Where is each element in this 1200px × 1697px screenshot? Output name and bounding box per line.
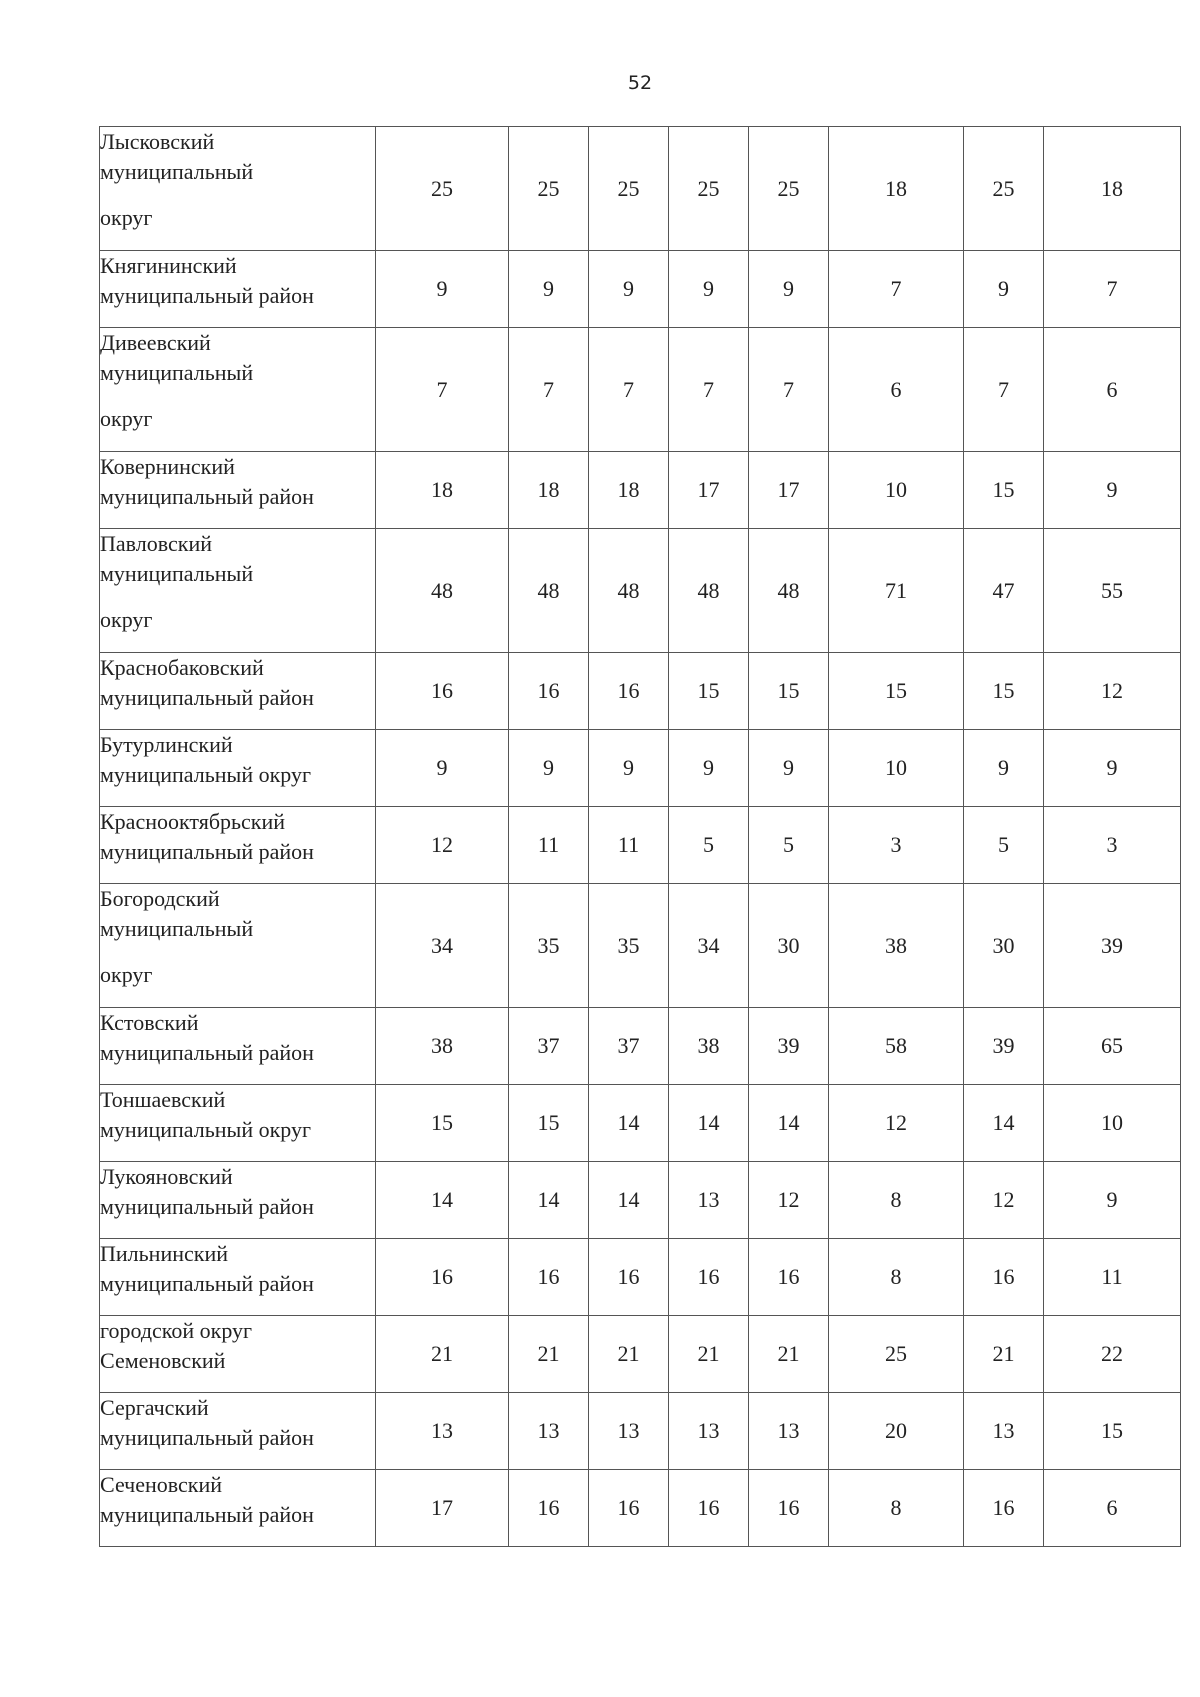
value-cell: 7 <box>964 328 1044 452</box>
value-cell: 39 <box>964 1008 1044 1085</box>
value-cell: 9 <box>509 251 589 328</box>
value-cell: 21 <box>749 1316 829 1393</box>
table-row <box>100 1162 1181 1239</box>
value-cell: 7 <box>749 328 829 452</box>
value-cell: 5 <box>749 807 829 884</box>
table-row <box>100 807 1181 884</box>
value-cell: 13 <box>749 1393 829 1470</box>
table-row <box>100 328 1181 452</box>
value-cell: 16 <box>589 1470 669 1547</box>
value-cell: 9 <box>749 730 829 807</box>
value-cell: 9 <box>964 730 1044 807</box>
line-spacer <box>100 187 375 203</box>
value-cell: 15 <box>669 653 749 730</box>
value-cell: 13 <box>589 1393 669 1470</box>
table-row <box>100 251 1181 328</box>
value-cell: 48 <box>749 529 829 653</box>
value-cell: 11 <box>509 807 589 884</box>
value-cell: 35 <box>509 884 589 1008</box>
table-body <box>100 127 1181 1547</box>
value-cell: 18 <box>376 452 509 529</box>
district-name-line: муниципальный район <box>100 1271 314 1296</box>
district-name-line: муниципальный район <box>100 1502 314 1527</box>
value-cell: 25 <box>964 127 1044 251</box>
value-cell: 18 <box>1044 127 1181 251</box>
value-cell: 9 <box>749 251 829 328</box>
value-cell: 16 <box>589 1239 669 1316</box>
district-name-line: округ <box>100 406 153 431</box>
value-cell: 21 <box>964 1316 1044 1393</box>
value-cell: 16 <box>376 653 509 730</box>
value-cell: 9 <box>669 730 749 807</box>
value-cell: 9 <box>509 730 589 807</box>
value-cell: 9 <box>1044 730 1181 807</box>
value-cell: 25 <box>509 127 589 251</box>
value-cell: 11 <box>1044 1239 1181 1316</box>
district-name-line: муниципальный район <box>100 685 314 710</box>
district-name-line: Пильнинский <box>100 1241 228 1266</box>
value-cell: 16 <box>376 1239 509 1316</box>
district-name-cell <box>100 452 376 529</box>
district-name-line: Тоншаевский <box>100 1087 226 1112</box>
value-cell: 10 <box>1044 1085 1181 1162</box>
district-name-line: муниципальный район <box>100 839 314 864</box>
value-cell: 17 <box>749 452 829 529</box>
value-cell: 11 <box>589 807 669 884</box>
value-cell: 16 <box>749 1239 829 1316</box>
value-cell: 15 <box>749 653 829 730</box>
district-name-line: Сеченовский <box>100 1472 223 1497</box>
value-cell: 22 <box>1044 1316 1181 1393</box>
value-cell: 38 <box>376 1008 509 1085</box>
district-name-line: муниципальный <box>100 916 254 941</box>
district-name-line: Сергачский <box>100 1395 209 1420</box>
value-cell: 13 <box>376 1393 509 1470</box>
value-cell: 21 <box>669 1316 749 1393</box>
line-spacer <box>100 388 375 404</box>
value-cell: 8 <box>829 1470 964 1547</box>
district-name-cell <box>100 1162 376 1239</box>
value-cell: 39 <box>1044 884 1181 1008</box>
district-name-line: Кстовский <box>100 1010 199 1035</box>
value-cell: 55 <box>1044 529 1181 653</box>
value-cell: 15 <box>1044 1393 1181 1470</box>
value-cell: 21 <box>589 1316 669 1393</box>
value-cell: 25 <box>669 127 749 251</box>
value-cell: 25 <box>749 127 829 251</box>
value-cell: 14 <box>964 1085 1044 1162</box>
district-name-line: муниципальный округ <box>100 762 312 787</box>
value-cell: 14 <box>509 1162 589 1239</box>
value-cell: 48 <box>669 529 749 653</box>
value-cell: 16 <box>509 1470 589 1547</box>
table-row <box>100 653 1181 730</box>
district-name-cell <box>100 1085 376 1162</box>
district-name-line: Павловский <box>100 531 212 556</box>
value-cell: 16 <box>669 1239 749 1316</box>
district-name-line: муниципальный <box>100 360 254 385</box>
value-cell: 8 <box>829 1162 964 1239</box>
value-cell: 7 <box>1044 251 1181 328</box>
value-cell: 7 <box>509 328 589 452</box>
value-cell: 3 <box>829 807 964 884</box>
value-cell: 5 <box>964 807 1044 884</box>
value-cell: 15 <box>509 1085 589 1162</box>
table-row <box>100 1085 1181 1162</box>
value-cell: 48 <box>509 529 589 653</box>
value-cell: 65 <box>1044 1008 1181 1085</box>
value-cell: 47 <box>964 529 1044 653</box>
value-cell: 9 <box>1044 452 1181 529</box>
value-cell: 14 <box>589 1162 669 1239</box>
value-cell: 25 <box>829 1316 964 1393</box>
table-row <box>100 127 1181 251</box>
district-name-cell <box>100 251 376 328</box>
district-name-line: муниципальный район <box>100 484 314 509</box>
table-row <box>100 452 1181 529</box>
district-name-cell <box>100 884 376 1008</box>
value-cell: 15 <box>964 653 1044 730</box>
value-cell: 14 <box>749 1085 829 1162</box>
value-cell: 12 <box>376 807 509 884</box>
value-cell: 17 <box>669 452 749 529</box>
value-cell: 14 <box>376 1162 509 1239</box>
value-cell: 15 <box>829 653 964 730</box>
value-cell: 13 <box>964 1393 1044 1470</box>
value-cell: 9 <box>1044 1162 1181 1239</box>
value-cell: 6 <box>1044 328 1181 452</box>
value-cell: 12 <box>829 1085 964 1162</box>
district-name-line: муниципальный округ <box>100 1117 312 1142</box>
value-cell: 8 <box>829 1239 964 1316</box>
value-cell: 21 <box>376 1316 509 1393</box>
value-cell: 16 <box>509 653 589 730</box>
district-name-line: Богородский <box>100 886 220 911</box>
district-name-line: муниципальный <box>100 561 254 586</box>
value-cell: 7 <box>829 251 964 328</box>
value-cell: 7 <box>669 328 749 452</box>
value-cell: 34 <box>376 884 509 1008</box>
value-cell: 37 <box>589 1008 669 1085</box>
value-cell: 16 <box>964 1239 1044 1316</box>
value-cell: 25 <box>589 127 669 251</box>
value-cell: 9 <box>376 730 509 807</box>
district-name-line: Ковернинский <box>100 454 235 479</box>
value-cell: 39 <box>749 1008 829 1085</box>
value-cell: 13 <box>669 1162 749 1239</box>
value-cell: 30 <box>964 884 1044 1008</box>
table-row <box>100 1316 1181 1393</box>
district-name-cell <box>100 328 376 452</box>
district-name-line: муниципальный район <box>100 1194 314 1219</box>
value-cell: 17 <box>376 1470 509 1547</box>
district-name-line: Бутурлинский <box>100 732 233 757</box>
value-cell: 48 <box>589 529 669 653</box>
value-cell: 12 <box>1044 653 1181 730</box>
district-name-cell <box>100 1393 376 1470</box>
value-cell: 30 <box>749 884 829 1008</box>
district-name-line: округ <box>100 607 153 632</box>
district-name-line: Дивеевский <box>100 330 211 355</box>
value-cell: 38 <box>829 884 964 1008</box>
value-cell: 15 <box>376 1085 509 1162</box>
value-cell: 34 <box>669 884 749 1008</box>
value-cell: 9 <box>376 251 509 328</box>
value-cell: 9 <box>964 251 1044 328</box>
value-cell: 9 <box>589 251 669 328</box>
district-table <box>99 126 1181 1547</box>
value-cell: 16 <box>964 1470 1044 1547</box>
value-cell: 71 <box>829 529 964 653</box>
value-cell: 10 <box>829 730 964 807</box>
value-cell: 58 <box>829 1008 964 1085</box>
table-row <box>100 529 1181 653</box>
value-cell: 37 <box>509 1008 589 1085</box>
district-name-cell <box>100 1470 376 1547</box>
district-name-line: Лукояновский <box>100 1164 233 1189</box>
value-cell: 14 <box>589 1085 669 1162</box>
district-name-line: Лысковский <box>100 129 215 154</box>
value-cell: 18 <box>509 452 589 529</box>
value-cell: 16 <box>749 1470 829 1547</box>
table-row <box>100 730 1181 807</box>
value-cell: 16 <box>509 1239 589 1316</box>
district-name-line: Краснобаковский <box>100 655 264 680</box>
value-cell: 35 <box>589 884 669 1008</box>
value-cell: 20 <box>829 1393 964 1470</box>
value-cell: 16 <box>589 653 669 730</box>
value-cell: 9 <box>669 251 749 328</box>
district-name-line: округ <box>100 205 153 230</box>
district-name-cell <box>100 127 376 251</box>
district-name-line: муниципальный район <box>100 283 314 308</box>
value-cell: 15 <box>964 452 1044 529</box>
value-cell: 21 <box>509 1316 589 1393</box>
district-name-cell <box>100 529 376 653</box>
value-cell: 7 <box>376 328 509 452</box>
district-name-cell <box>100 730 376 807</box>
value-cell: 13 <box>669 1393 749 1470</box>
value-cell: 7 <box>589 328 669 452</box>
district-name-cell <box>100 653 376 730</box>
district-name-line: Краснооктябрьский <box>100 809 286 834</box>
district-name-line: муниципальный район <box>100 1425 314 1450</box>
line-spacer <box>100 944 375 960</box>
district-name-cell <box>100 1316 376 1393</box>
value-cell: 6 <box>829 328 964 452</box>
value-cell: 10 <box>829 452 964 529</box>
value-cell: 9 <box>589 730 669 807</box>
value-cell: 48 <box>376 529 509 653</box>
table-row <box>100 1470 1181 1547</box>
district-name-line: Семеновский <box>100 1348 226 1373</box>
district-name-line: муниципальный район <box>100 1040 314 1065</box>
district-name-cell <box>100 807 376 884</box>
line-spacer <box>100 589 375 605</box>
district-name-cell <box>100 1008 376 1085</box>
table-row <box>100 1008 1181 1085</box>
district-name-line: Княгининский <box>100 253 237 278</box>
value-cell: 18 <box>589 452 669 529</box>
table-row <box>100 1393 1181 1470</box>
value-cell: 3 <box>1044 807 1181 884</box>
value-cell: 18 <box>829 127 964 251</box>
table-row <box>100 884 1181 1008</box>
value-cell: 16 <box>669 1470 749 1547</box>
district-name-line: округ <box>100 962 153 987</box>
table-row <box>100 1239 1181 1316</box>
value-cell: 5 <box>669 807 749 884</box>
value-cell: 6 <box>1044 1470 1181 1547</box>
district-name-line: муниципальный <box>100 159 254 184</box>
value-cell: 12 <box>964 1162 1044 1239</box>
value-cell: 25 <box>376 127 509 251</box>
value-cell: 14 <box>669 1085 749 1162</box>
value-cell: 38 <box>669 1008 749 1085</box>
value-cell: 13 <box>509 1393 589 1470</box>
value-cell: 12 <box>749 1162 829 1239</box>
page-number: 52 <box>627 72 653 94</box>
district-name-cell <box>100 1239 376 1316</box>
district-name-line: городской округ <box>100 1318 253 1343</box>
